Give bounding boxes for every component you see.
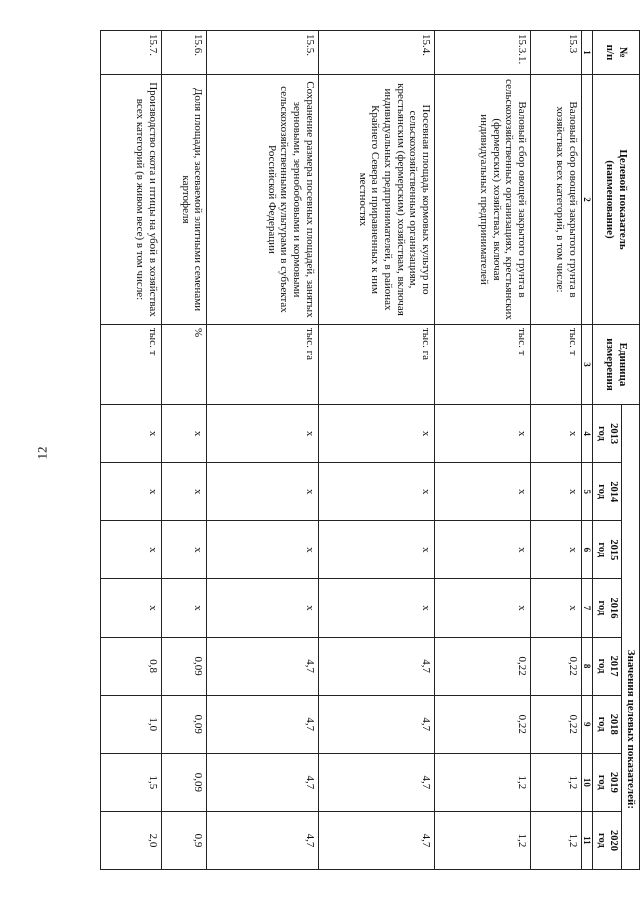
indicator-value: 1,2: [434, 811, 530, 869]
indicator-value: 0,09: [161, 753, 207, 811]
row-number: 15.4.: [318, 31, 434, 75]
table-row: [530, 31, 581, 870]
indicator-value: 4,7: [318, 753, 434, 811]
indicator-value: 4,7: [207, 695, 318, 753]
column-number: 8: [581, 637, 592, 695]
table-row: [101, 31, 162, 870]
indicator-value: х: [101, 463, 162, 521]
indicator-value: 2,0: [101, 811, 162, 869]
indicator-value: 0,22: [434, 695, 530, 753]
indicator-name: Доля площади, засеваемой элитными семенами картофеля: [161, 75, 207, 325]
header-no: № п/п: [592, 31, 639, 75]
indicator-value: 4,7: [318, 637, 434, 695]
indicator-value: х: [530, 463, 581, 521]
indicator-value: х: [318, 463, 434, 521]
indicator-value: х: [161, 463, 207, 521]
unit-of-measure: тыс. га: [207, 325, 318, 405]
indicator-value: х: [434, 405, 530, 463]
header-year-5: 2018 год: [592, 695, 621, 753]
rotated-table-wrapper: [100, 30, 640, 870]
indicator-value: х: [530, 579, 581, 637]
column-number: 7: [581, 579, 592, 637]
unit-of-measure: тыс. га: [318, 325, 434, 405]
indicator-value: х: [207, 521, 318, 579]
indicator-name: Производство скота и птицы на убой в хозяйствах всех категорий (в живом весе) в том числе:: [101, 75, 162, 325]
indicator-value: х: [434, 579, 530, 637]
indicator-value: 1,2: [530, 753, 581, 811]
header-year-4: 2017 год: [592, 637, 621, 695]
indicator-value: х: [530, 521, 581, 579]
indicator-name: Валовый сбор овощей закрытого грунта в сельскохозяйственных организациях, крестьянских (фермерских) хозяйствах, включая индивидуальных предпринимателей: [434, 75, 530, 325]
column-number: 11: [581, 811, 592, 869]
indicator-value: х: [161, 405, 207, 463]
column-number: 3: [581, 325, 592, 405]
indicator-value: 0,22: [530, 695, 581, 753]
indicator-value: х: [318, 521, 434, 579]
row-number: 15.3.1.: [434, 31, 530, 75]
indicator-value: х: [318, 579, 434, 637]
column-number: 6: [581, 521, 592, 579]
header-year-2: 2015 год: [592, 521, 621, 579]
indicator-value: 4,7: [318, 695, 434, 753]
indicator-value: 0,09: [161, 637, 207, 695]
column-number: 10: [581, 753, 592, 811]
indicator-value: х: [318, 405, 434, 463]
table-row: [207, 31, 318, 870]
indicator-value: 1,5: [101, 753, 162, 811]
unit-of-measure: тыс. т: [101, 325, 162, 405]
table-row: [161, 31, 207, 870]
column-number: 9: [581, 695, 592, 753]
column-number: 4: [581, 405, 592, 463]
header-year-3: 2016 год: [592, 579, 621, 637]
indicator-value: х: [207, 405, 318, 463]
indicator-value: 0,22: [530, 637, 581, 695]
indicator-value: 1,2: [434, 753, 530, 811]
indicator-value: х: [101, 521, 162, 579]
indicator-value: 1,2: [530, 811, 581, 869]
row-number: 15.7.: [101, 31, 162, 75]
indicator-name: Валовый сбор овощей закрытого грунта в хозяйствах всех категорий, в том числе:: [530, 75, 581, 325]
indicator-value: х: [101, 579, 162, 637]
indicator-value: 4,7: [207, 753, 318, 811]
header-year-0: 2013 год: [592, 405, 621, 463]
indicator-value: 4,7: [207, 637, 318, 695]
indicator-value: х: [161, 579, 207, 637]
row-number: 15.5.: [207, 31, 318, 75]
header-year-7: 2020 год: [592, 811, 621, 869]
indicator-value: х: [207, 579, 318, 637]
header-unit: Единица измерения: [592, 325, 639, 405]
indicator-value: х: [530, 405, 581, 463]
indicator-value: 0,22: [434, 637, 530, 695]
header-year-1: 2014 год: [592, 463, 621, 521]
indicator-value: 0,9: [161, 811, 207, 869]
header-values-group: Значения целевых показателей:: [622, 405, 640, 870]
page-number: 12: [34, 446, 50, 460]
indicator-name: Сохранение размера посевных площадей, занятых зерновыми, зернобобовыми и кормовыми сельскохозяйственными культурами в субъектах Российской Федерации: [207, 75, 318, 325]
unit-of-measure: %: [161, 325, 207, 405]
indicator-value: х: [207, 463, 318, 521]
indicator-value: х: [434, 521, 530, 579]
column-number: 1: [581, 31, 592, 75]
target-indicators-table: [100, 30, 640, 870]
header-year-6: 2019 год: [592, 753, 621, 811]
column-number: 5: [581, 463, 592, 521]
indicator-value: х: [101, 405, 162, 463]
indicator-value: х: [161, 521, 207, 579]
table-row: [318, 31, 434, 870]
indicator-value: 4,7: [318, 811, 434, 869]
header-name: Целевой показатель (наименование): [592, 75, 639, 325]
row-number: 15.3: [530, 31, 581, 75]
row-number: 15.6.: [161, 31, 207, 75]
unit-of-measure: тыс. т: [530, 325, 581, 405]
indicator-value: х: [434, 463, 530, 521]
column-number: 2: [581, 75, 592, 325]
indicator-value: 0,8: [101, 637, 162, 695]
unit-of-measure: тыс. т: [434, 325, 530, 405]
indicator-value: 4,7: [207, 811, 318, 869]
indicator-value: 0,09: [161, 695, 207, 753]
table-row: [434, 31, 530, 870]
indicator-value: 1,0: [101, 695, 162, 753]
indicator-name: Посевная площадь кормовых культур по сельскохозяйственным организациям, крестьянским (фермерским) хозяйствам, включая индивидуальных предпринимателей, в районах Крайнего Севера и приравненных к ним местностях: [318, 75, 434, 325]
